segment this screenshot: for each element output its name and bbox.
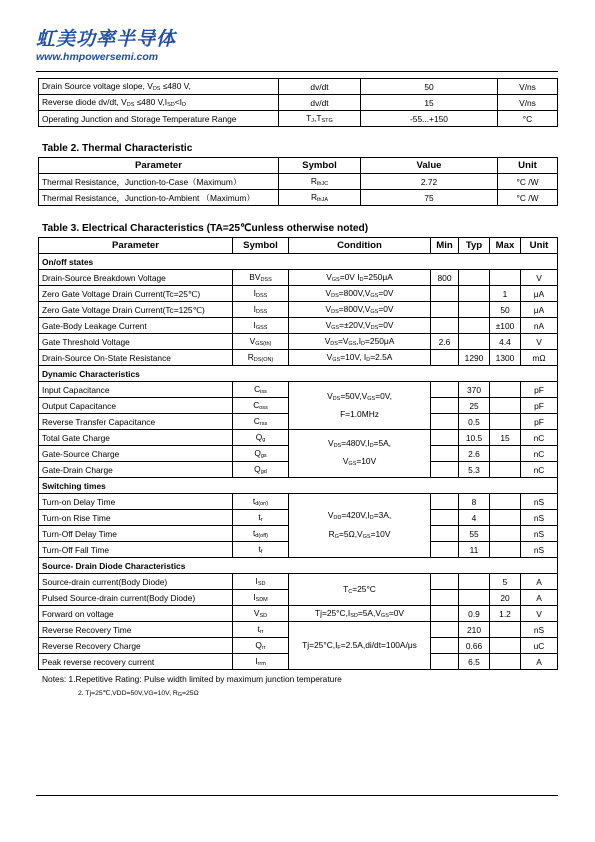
max-cell (490, 270, 521, 286)
typ-cell: 5.3 (459, 462, 490, 478)
condition-cell: $V_{DS}=V_{GS},I_D=250\mu A$ (289, 334, 431, 350)
symbol-cell: $Q_{gd}$ (233, 462, 289, 478)
param-cell: Gate-Body Leakage Current (39, 318, 233, 334)
company-website: www.hmpowersemi.com (36, 51, 159, 63)
typ-cell: 1290 (459, 350, 490, 366)
table-row (39, 574, 558, 590)
max-cell: ±100 (490, 318, 521, 334)
table2-title: Table 2. Thermal Characteristic (42, 143, 193, 154)
table-row (39, 174, 558, 190)
typ-cell (459, 590, 490, 606)
max-cell (490, 382, 521, 398)
symbol-cell: $I_{SDM}$ (233, 590, 289, 606)
min-cell (431, 398, 459, 414)
tc-condition-cell: $T_C=25^\circ C$ (289, 574, 431, 606)
header-min: Min (431, 238, 459, 254)
unit-cell: mΩ (521, 350, 558, 366)
switching-condition-cell: $V_{DD}=420V,I_D=3A$, $R_G=5\Omega,V_{GS}=10V$ (289, 494, 431, 558)
unit-cell: uC (521, 638, 558, 654)
table-header-row (39, 158, 558, 174)
table-row (39, 318, 558, 334)
max-cell (490, 654, 521, 670)
max-cell (490, 398, 521, 414)
symbol-cell: $C_{oss}$ (233, 398, 289, 414)
param-cell: Pulsed Source-drain current(Body Diode) (39, 590, 233, 606)
param-cell: Total Gate Charge (39, 430, 233, 446)
symbol-cell: $t_{d(off)}$ (233, 526, 289, 542)
ratings-continuation-table (38, 78, 558, 127)
param-cell: Peak reverse recovery current (39, 654, 233, 670)
section-dynamic: Dynamic Characteristics (39, 366, 558, 382)
section-row (39, 478, 558, 494)
unit-cell: V/ns (498, 79, 558, 95)
symbol-cell: $Q_{gs}$ (233, 446, 289, 462)
symbol-cell: $t_f$ (233, 542, 289, 558)
typ-cell: 8 (459, 494, 490, 510)
param-cell: Output Capacitance (39, 398, 233, 414)
param-cell: Gate-Source Charge (39, 446, 233, 462)
unit-cell: nS (521, 510, 558, 526)
min-cell (431, 350, 459, 366)
table-row (39, 622, 558, 638)
typ-cell (459, 286, 490, 302)
min-cell (431, 574, 459, 590)
unit-cell: V (521, 606, 558, 622)
typ-cell: 0.66 (459, 638, 490, 654)
min-cell (431, 622, 459, 638)
symbol-cell: $t_{rr}$ (233, 622, 289, 638)
typ-cell: 0.9 (459, 606, 490, 622)
param-cell: Reverse Recovery Charge (39, 638, 233, 654)
header-typ: Typ (459, 238, 490, 254)
param-cell: Source-drain current(Body Diode) (39, 574, 233, 590)
max-cell (490, 414, 521, 430)
min-cell (431, 286, 459, 302)
typ-cell: 55 (459, 526, 490, 542)
value-cell: 15 (361, 95, 498, 111)
unit-cell: A (521, 590, 558, 606)
typ-cell: 10.5 (459, 430, 490, 446)
header-rule (36, 71, 558, 72)
param-cell: Operating Junction and Storage Temperature Range (39, 111, 279, 127)
header-symbol: Symbol (233, 238, 289, 254)
symbol-cell: dv/dt (279, 79, 361, 95)
note-2: 2. Tj=25℃,VDD=50V,VG=10V, $R_G=25\Omega$ (78, 690, 199, 698)
table-row (39, 430, 558, 446)
max-cell: 15 (490, 430, 521, 446)
max-cell (490, 526, 521, 542)
min-cell (431, 430, 459, 446)
param-cell: Drain-Source On-State Resistance (39, 350, 233, 366)
typ-cell (459, 574, 490, 590)
table-row (39, 350, 558, 366)
unit-cell: pF (521, 414, 558, 430)
condition-cell: $Tj=25^\circ C,I_{SD}=5A,V_{GS}=0V$ (289, 606, 431, 622)
typ-cell (459, 270, 490, 286)
header-max: Max (490, 238, 521, 254)
param-cell: Turn-on Delay Time (39, 494, 233, 510)
condition-cell: $V_{DS}=800V,V_{GS}=0V$ (289, 302, 431, 318)
typ-cell: 0.5 (459, 414, 490, 430)
max-cell (490, 462, 521, 478)
company-logo (36, 28, 176, 63)
unit-cell: °C /W (498, 174, 558, 190)
max-cell (490, 638, 521, 654)
table-row (39, 111, 558, 127)
section-row (39, 254, 558, 270)
symbol-cell: $T_J,T_{STG}$ (279, 111, 361, 127)
typ-cell (459, 318, 490, 334)
header-condition: Condition (289, 238, 431, 254)
min-cell (431, 382, 459, 398)
unit-cell: nC (521, 430, 558, 446)
symbol-cell: $I_{DSS}$ (233, 286, 289, 302)
symbol-cell: $C_{iss}$ (233, 382, 289, 398)
typ-cell: 6.5 (459, 654, 490, 670)
typ-cell: 370 (459, 382, 490, 398)
symbol-cell: $I_{rrm}$ (233, 654, 289, 670)
unit-cell: nS (521, 526, 558, 542)
max-cell (490, 622, 521, 638)
param-cell: Forward on voltage (39, 606, 233, 622)
header-parameter: Parameter (39, 238, 233, 254)
condition-cell: $V_{GS}=\pm 20V,V_{DS}=0V$ (289, 318, 431, 334)
min-cell: 800 (431, 270, 459, 286)
symbol-cell: $Q_g$ (233, 430, 289, 446)
symbol-cell: $BV_{DSS}$ (233, 270, 289, 286)
unit-cell: pF (521, 382, 558, 398)
max-cell (490, 494, 521, 510)
min-cell (431, 494, 459, 510)
symbol-cell: $Q_{rr}$ (233, 638, 289, 654)
typ-cell: 2.6 (459, 446, 490, 462)
header-unit: Unit (521, 238, 558, 254)
min-cell (431, 302, 459, 318)
unit-cell: nS (521, 494, 558, 510)
symbol-cell: $I_{GSS}$ (233, 318, 289, 334)
unit-cell: °C /W (498, 190, 558, 206)
min-cell (431, 542, 459, 558)
max-cell: 4.4 (490, 334, 521, 350)
table-header-row (39, 238, 558, 254)
symbol-cell: $t_r$ (233, 510, 289, 526)
unit-cell: μA (521, 286, 558, 302)
symbol-cell: $V_{GS(th)}$ (233, 334, 289, 350)
param-cell: Reverse Transfer Capacitance (39, 414, 233, 430)
electrical-table (38, 237, 558, 670)
symbol-cell: $R_{thJC}$ (279, 174, 361, 190)
header-symbol: Symbol (279, 158, 361, 174)
gate-charge-condition-cell: $V_{DS}=480V,I_D=5A$, $V_{GS}=10V$ (289, 430, 431, 478)
param-cell: Turn-Off Fall Time (39, 542, 233, 558)
unit-cell: nC (521, 462, 558, 478)
min-cell (431, 590, 459, 606)
table3-title: Table 3. Electrical Characteristics (TA=25℃unless otherwise noted) (42, 223, 369, 234)
unit-cell: nS (521, 622, 558, 638)
max-cell (490, 542, 521, 558)
table-row (39, 382, 558, 398)
min-cell: 2.6 (431, 334, 459, 350)
table-row (39, 95, 558, 111)
section-switching: Switching times (39, 478, 558, 494)
max-cell: 1.2 (490, 606, 521, 622)
thermal-table (38, 157, 558, 206)
table-row (39, 494, 558, 510)
unit-cell: V/ns (498, 95, 558, 111)
min-cell (431, 638, 459, 654)
min-cell (431, 606, 459, 622)
unit-cell: V (521, 334, 558, 350)
max-cell: 1 (490, 286, 521, 302)
unit-cell: °C (498, 111, 558, 127)
unit-cell: A (521, 654, 558, 670)
param-cell: Turn-Off Delay Time (39, 526, 233, 542)
unit-cell: V (521, 270, 558, 286)
param-cell: Turn-on Rise Time (39, 510, 233, 526)
param-cell: Drain Source voltage slope, $V_{DS} \le 480$ V, (39, 79, 279, 95)
unit-cell: A (521, 574, 558, 590)
unit-cell: μA (521, 302, 558, 318)
table-row (39, 334, 558, 350)
value-cell: 50 (361, 79, 498, 95)
typ-cell (459, 302, 490, 318)
typ-cell: 210 (459, 622, 490, 638)
section-row (39, 558, 558, 574)
table-row (39, 286, 558, 302)
min-cell (431, 318, 459, 334)
symbol-cell: $C_{rss}$ (233, 414, 289, 430)
notes (42, 674, 342, 698)
section-diode: Source- Drain Diode Characteristics (39, 558, 558, 574)
param-cell: Gate Threshold Voltage (39, 334, 233, 350)
value-cell: 75 (361, 190, 498, 206)
condition-cell: $V_{GS}=0V$ $I_D=250\mu A$ (289, 270, 431, 286)
max-cell: 20 (490, 590, 521, 606)
typ-cell (459, 334, 490, 350)
unit-cell: pF (521, 398, 558, 414)
footer-rule (36, 795, 558, 796)
unit-cell: nC (521, 446, 558, 462)
symbol-cell: $V_{SD}$ (233, 606, 289, 622)
header-unit: Unit (498, 158, 558, 174)
max-cell: 5 (490, 574, 521, 590)
min-cell (431, 414, 459, 430)
value-cell: -55...+150 (361, 111, 498, 127)
param-cell: Zero Gate Voltage Drain Current(Tc=25℃) (39, 286, 233, 302)
symbol-cell: $I_{DSS}$ (233, 302, 289, 318)
typ-cell: 25 (459, 398, 490, 414)
param-cell: Input Capacitance (39, 382, 233, 398)
max-cell: 50 (490, 302, 521, 318)
param-cell: Drain-Source Breakdown Voltage (39, 270, 233, 286)
min-cell (431, 510, 459, 526)
param-cell: Reverse diode dv/dt, $V_{DS} \le 480$ $V,I_{SD}<I_D$ (39, 95, 279, 111)
capacitance-condition-cell: $V_{DS}=50V,V_{GS}=0V$, F=1.0MHz (289, 382, 431, 430)
max-cell (490, 446, 521, 462)
min-cell (431, 446, 459, 462)
table-row (39, 302, 558, 318)
table-row (39, 606, 558, 622)
section-onoff: On/off states (39, 254, 558, 270)
table-row (39, 190, 558, 206)
condition-cell: $V_{DS}=800V,V_{GS}=0V$ (289, 286, 431, 302)
max-cell (490, 510, 521, 526)
param-cell: Zero Gate Voltage Drain Current(Tc=125℃) (39, 302, 233, 318)
typ-cell: 11 (459, 542, 490, 558)
header-parameter: Parameter (39, 158, 279, 174)
symbol-cell: $R_{DS(ON)}$ (233, 350, 289, 366)
param-cell: Reverse Recovery Time (39, 622, 233, 638)
note-1: Notes: 1.Repetitive Rating: Pulse width limited by maximum junction temperature (42, 674, 342, 684)
reverse-recovery-condition-cell: $Tj=25^\circ C,I_F=2.5A,di/dt=100A/\mu s$ (289, 622, 431, 670)
unit-cell: nS (521, 542, 558, 558)
min-cell (431, 526, 459, 542)
typ-cell: 4 (459, 510, 490, 526)
param-cell: Gate-Drain Charge (39, 462, 233, 478)
condition-cell: $V_{GS}=10V$, $I_D=2.5A$ (289, 350, 431, 366)
header-value: Value (361, 158, 498, 174)
unit-cell: nA (521, 318, 558, 334)
symbol-cell: $R_{thJA}$ (279, 190, 361, 206)
param-cell: Thermal Resistance，Junction-to-Ambient （Maximum） (39, 190, 279, 206)
symbol-cell: $I_{SD}$ (233, 574, 289, 590)
value-cell: 2.72 (361, 174, 498, 190)
min-cell (431, 462, 459, 478)
table-row (39, 79, 558, 95)
table-row (39, 270, 558, 286)
symbol-cell: dv/dt (279, 95, 361, 111)
max-cell: 1300 (490, 350, 521, 366)
company-name-cn: 虹美功率半导体 (36, 28, 177, 50)
param-cell: Thermal Resistance，Junction-to-Case（Maximum） (39, 174, 279, 190)
min-cell (431, 654, 459, 670)
section-row (39, 366, 558, 382)
symbol-cell: $t_{d(on)}$ (233, 494, 289, 510)
